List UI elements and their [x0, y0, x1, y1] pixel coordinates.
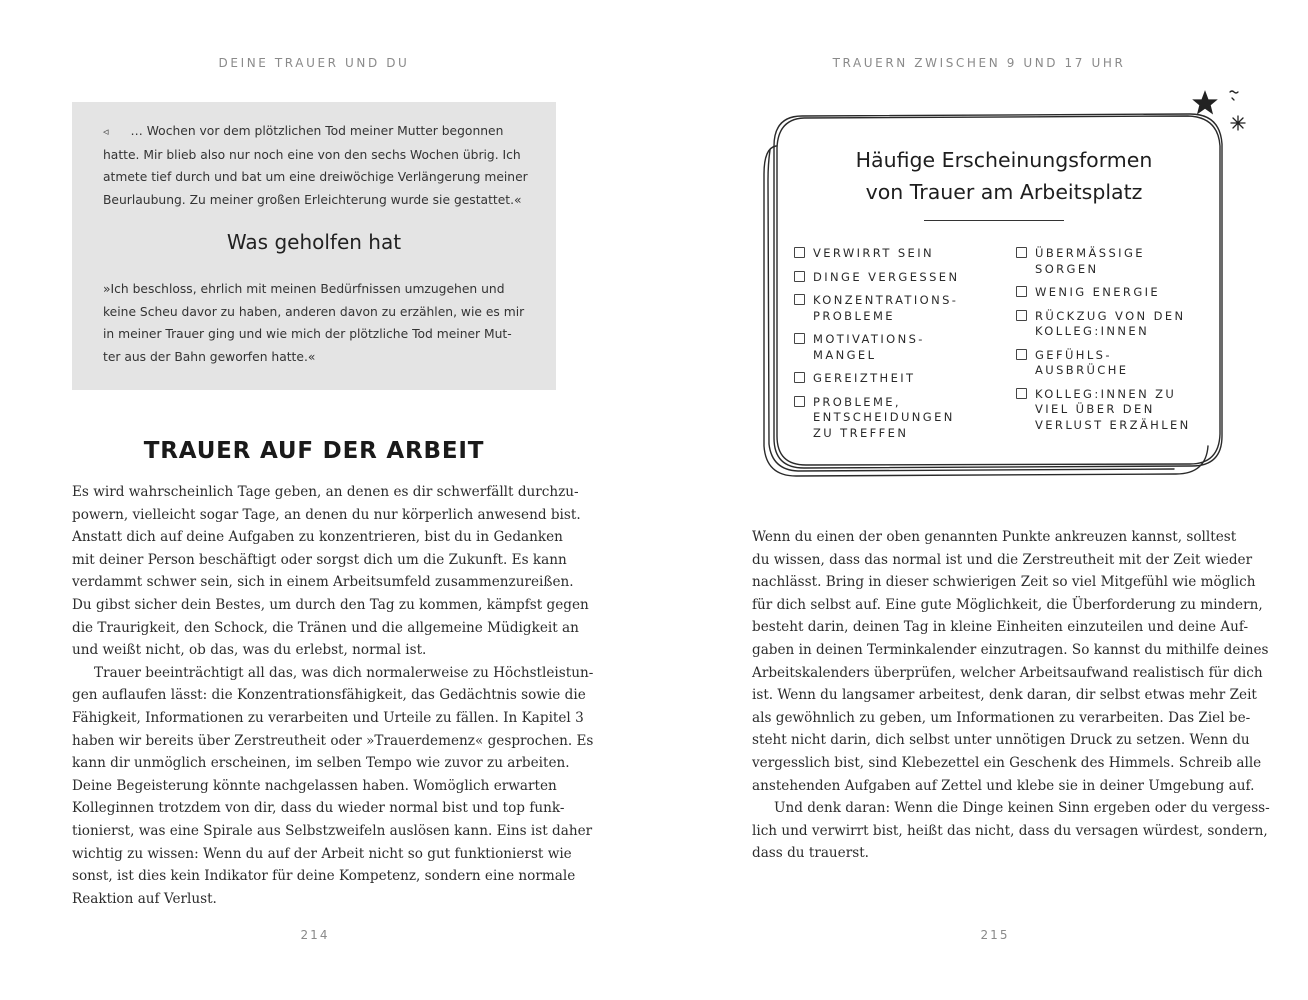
- right-page: [654, 0, 1308, 1000]
- text-line: Wenn du einen der oben genannten Punkte ankreuzen kannst, solltest: [752, 529, 1237, 545]
- checkbox-icon[interactable]: [794, 294, 805, 305]
- text-line: steht nicht darin, dich selbst unter unnötigen Druck zu setzen. Wenn du: [752, 732, 1250, 749]
- checklist-item[interactable]: KOLLEG:INNEN ZU VIEL ÜBER DEN VERLUST ERZÄHLEN: [1016, 387, 1246, 434]
- text-line: Fähigkeit, Informationen zu verarbeiten und Urteile zu fällen. In Kapitel 3: [72, 709, 584, 726]
- text-line: Kolleginnen trotzdem von dir, dass du wieder normal bist und top funk-: [72, 800, 565, 817]
- checklist-item[interactable]: MOTIVATIONS- MANGEL: [794, 332, 1004, 363]
- text-line: ist. Wenn du langsamer arbeitest, denk daran, dir selbst etwas mehr Zeit: [752, 687, 1257, 704]
- text-line: Reaktion auf Verlust.: [72, 890, 217, 907]
- text-line: Deine Begeisterung könnte nachgelassen haben. Womöglich erwarten: [72, 777, 557, 794]
- quote-line: keine Scheu davor zu haben, anderen davon zu erzählen, wie es mir: [103, 304, 525, 319]
- star-doodles-icon: [1194, 91, 1245, 130]
- text-line: besteht darin, deinen Tag in kleine Einheiten einzuteilen und deine Auf-: [752, 619, 1249, 636]
- text-line: dass du trauerst.: [752, 845, 869, 862]
- checklist-item[interactable]: WENIG ENERGIE: [1016, 285, 1246, 301]
- text-line: haben wir bereits über Zerstreutheit oder »Trauerdemenz« gesprochen. Es: [72, 732, 594, 749]
- text-line: Es wird wahrscheinlich Tage geben, an denen es dir schwerfällt durchzu-: [72, 484, 579, 500]
- checklist-column-2: [1016, 246, 1246, 441]
- checkbox-icon[interactable]: [1016, 310, 1027, 321]
- checklist-item[interactable]: DINGE VERGESSEN: [794, 270, 1004, 286]
- body-text-left: [72, 481, 594, 910]
- checklist-item[interactable]: GEREIZTHEIT: [794, 371, 1004, 387]
- checkbox-icon[interactable]: [1016, 349, 1027, 360]
- quote-line: ◃ … Wochen vor dem plötzlichen Tod meiner Mutter begonnen: [103, 124, 504, 138]
- checkbox-icon[interactable]: [794, 372, 805, 383]
- body-text-right: [752, 526, 1270, 865]
- page-number-right: 215: [980, 928, 1010, 942]
- running-head-right: TRAUERN ZWISCHEN 9 UND 17 UHR: [832, 56, 1126, 70]
- text-line: gen auflaufen lässt: die Konzentrationsfähigkeit, das Gedächtnis sowie die: [72, 687, 586, 704]
- quote-heading: Was geholfen hat: [226, 230, 402, 254]
- text-line: powern, vielleicht sogar Tage, an denen du nur körperlich anwesend bist.: [72, 506, 581, 523]
- text-line: für dich selbst auf. Eine gute Möglichkeit, die Überforderung zu mindern,: [752, 596, 1263, 613]
- box-title: Häufige Erscheinungsformen von Trauer am Arbeitsplatz: [855, 148, 1153, 204]
- checkbox-icon[interactable]: [1016, 247, 1027, 258]
- quote-line: »Ich beschloss, ehrlich mit meinen Bedürfnissen umzugehen und: [103, 282, 505, 296]
- checklist-item[interactable]: VERWIRRT SEIN: [794, 246, 1004, 262]
- text-line: mit deiner Person beschäftigt oder sorgst dich um die Zukunft. Es kann: [72, 551, 567, 568]
- text-line: sonst, ist dies kein Indikator für deine Kompetenz, sondern eine normale: [72, 868, 576, 885]
- text-line: Arbeitskalenders überprüfen, welcher Arbeitsaufwand realistisch für dich: [752, 664, 1263, 681]
- text-line: Und denk daran: Wenn die Dinge keinen Sinn ergeben oder du vergess-: [774, 800, 1270, 817]
- text-line: Trauer beeinträchtigt all das, was dich normalerweise zu Höchstleistun-: [94, 664, 594, 681]
- quote-line: ter aus der Bahn geworfen hatte.«: [103, 349, 316, 364]
- checklist-item[interactable]: RÜCKZUG VON DEN KOLLEG:INNEN: [1016, 309, 1246, 340]
- text-line: als gewöhnlich zu geben, um Informationen zu verarbeiten. Das Ziel be-: [752, 709, 1251, 726]
- text-line: gaben in deinen Terminkalender einzutragen. So kannst du mithilfe deines: [752, 641, 1269, 658]
- text-line: wichtig zu wissen: Wenn du auf der Arbeit nicht so gut funktionierst wie: [72, 845, 572, 862]
- text-line: tionierst, was eine Spirale aus Selbstzweifeln auslösen kann. Eins ist daher: [72, 822, 593, 839]
- checkbox-icon[interactable]: [794, 333, 805, 344]
- running-head-left: DEINE TRAUER UND DU: [218, 56, 410, 70]
- text-line: anstehenden Aufgaben auf Zettel und klebe sie in deiner Umgebung auf.: [752, 777, 1255, 794]
- checklist-item[interactable]: PROBLEME, ENTSCHEIDUNGEN ZU TREFFEN: [794, 395, 1004, 442]
- text-line: lich und verwirrt bist, heißt das nicht, dass du versagen würdest, sondern,: [752, 822, 1268, 839]
- text-line: kann dir unmöglich erscheinen, im selben Tempo wie zuvor zu arbeiten.: [72, 755, 570, 772]
- text-line: vergesslich bist, sind Klebezettel ein Geschenk des Himmels. Schreib alle: [752, 754, 1262, 771]
- checkbox-icon[interactable]: [794, 247, 805, 258]
- page-number-left: 214: [300, 928, 330, 942]
- quote-paragraph-2: [103, 278, 533, 368]
- section-heading: TRAUER AUF DER ARBEIT: [143, 438, 485, 464]
- text-line: die Traurigkeit, den Schock, die Tränen und die allgemeine Müdigkeit an: [72, 619, 579, 636]
- checklist-item[interactable]: ÜBERMÄSSIGE SORGEN: [1016, 246, 1246, 277]
- quote-paragraph-1: [103, 120, 533, 211]
- title-divider: [924, 220, 1064, 221]
- text-line: verdammt schwer sein, sich in einem Arbeitsumfeld zusammenzureißen.: [72, 574, 574, 591]
- checkbox-icon[interactable]: [1016, 286, 1027, 297]
- text-line: nachlässt. Bring in dieser schwierigen Zeit so viel Mitgefühl wie möglich: [752, 574, 1256, 591]
- quote-box: [72, 102, 556, 390]
- text-line: und weißt nicht, ob das, was du erlebst, normal ist.: [72, 642, 427, 659]
- quote-marker-icon: ◃: [103, 125, 109, 138]
- quote-line: Beurlaubung. Zu meiner großen Erleichterung wurde sie gestattet.«: [103, 192, 522, 207]
- checklist-item[interactable]: KONZENTRATIONS- PROBLEME: [794, 293, 1004, 324]
- quote-line: atmete tief durch und bat um eine dreiwöchige Verlängerung meiner: [103, 170, 528, 185]
- checkbox-icon[interactable]: [794, 396, 805, 407]
- text-line: Du gibst sicher dein Bestes, um durch den Tag zu kommen, kämpfst gegen: [72, 596, 589, 613]
- checkbox-icon[interactable]: [794, 271, 805, 282]
- checklist-column-1: [794, 246, 1004, 449]
- text-line: Anstatt dich auf deine Aufgaben zu konzentrieren, bist du in Gedanken: [72, 529, 563, 546]
- quote-line: in meiner Trauer ging und wie mich der plötzliche Tod meiner Mut-: [103, 327, 512, 342]
- checklist-item[interactable]: GEFÜHLS- AUSBRÜCHE: [1016, 348, 1246, 379]
- text-line: du wissen, dass das normal ist und die Zerstreutheit mit der Zeit wieder: [752, 551, 1253, 568]
- checkbox-icon[interactable]: [1016, 388, 1027, 399]
- quote-line: hatte. Mir blieb also nur noch eine von den sechs Wochen übrig. Ich: [103, 147, 521, 162]
